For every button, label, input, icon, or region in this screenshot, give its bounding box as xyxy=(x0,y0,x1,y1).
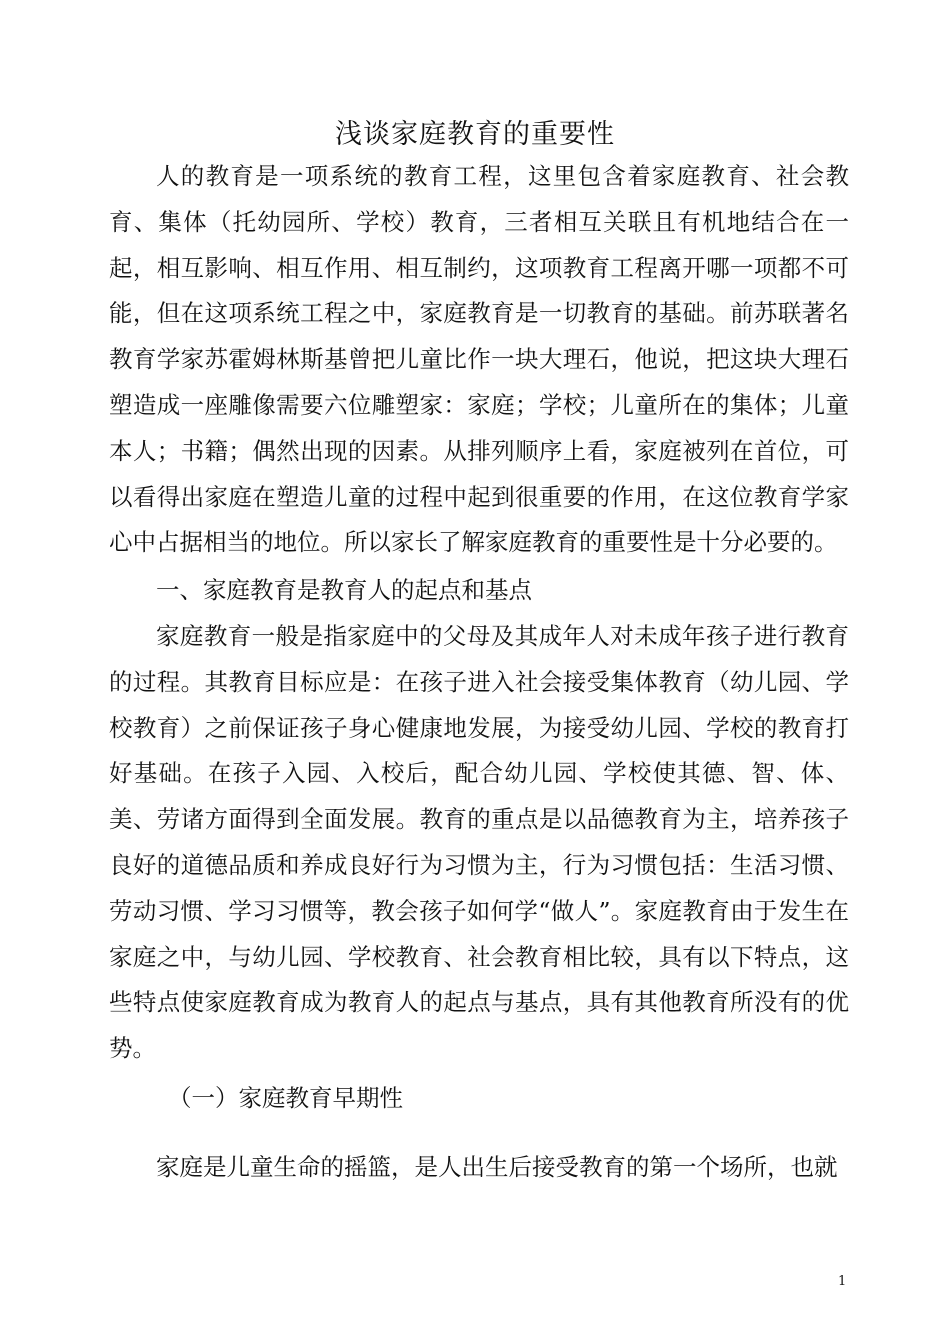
paragraph-intro: 人的教育是一项系统的教育工程，这里包含着家庭教育、社会教育、集体（托幼园所、学校）教育，三者相互关联且有机地结合在一起，相互影响、相互作用、相互制约，这项教育工程离开哪一项都不可能，但在这项系统工程之中，家庭教育是一切教育的基础。前苏联著名教育学家苏霍姆林斯基曾把儿童比作一块大理石，他说，把这块大理石塑造成一座雕像需要六位雕塑家：家庭；学校；儿童所在的集体；儿童本人；书籍；偶然出现的因素。从排列顺序上看，家庭被列在首位，可以看得出家庭在塑造儿童的过程中起到很重要的作用，在这位教育学家心中占据相当的地位。所以家长了解家庭教育的重要性是十分必要的。 xyxy=(109,162,849,557)
document-title: 浅谈家庭教育的重要性 xyxy=(335,119,615,150)
paragraph-family-education: 家庭教育一般是指家庭中的父母及其成年人对未成年孩子进行教育的过程。其教育目标应是：在孩子进入社会接受集体教育（幼儿园、学校教育）之前保证孩子身心健康地发展，为接受幼儿园、学校的教育打好基础。在孩子入园、入校后，配合幼儿园、学校使其德、智、体、美、劳诸方面得到全面发展。教育的重点是以品德教育为主，培养孩子良好的道德品质和养成良好行为习惯为主，行为习惯包括：生活习惯、劳动习惯、学习习惯等，教会孩子如何学“做人”。家庭教育由于发生在家庭之中，与幼儿园、学校教育、社会教育相比较，具有以下特点，这些特点使家庭教育成为教育人的起点与基点，具有其他教育所没有的优势。 xyxy=(109,622,849,1063)
paragraph-early-education: 家庭是儿童生命的摇篮，是人出生后接受教育的第一个场所，也就 xyxy=(156,1153,838,1181)
page-number: 1 xyxy=(838,1274,847,1289)
subsection-heading-1: （一）家庭教育早期性 xyxy=(168,1084,403,1112)
section-heading-1: 一、家庭教育是教育人的起点和基点 xyxy=(156,576,532,604)
